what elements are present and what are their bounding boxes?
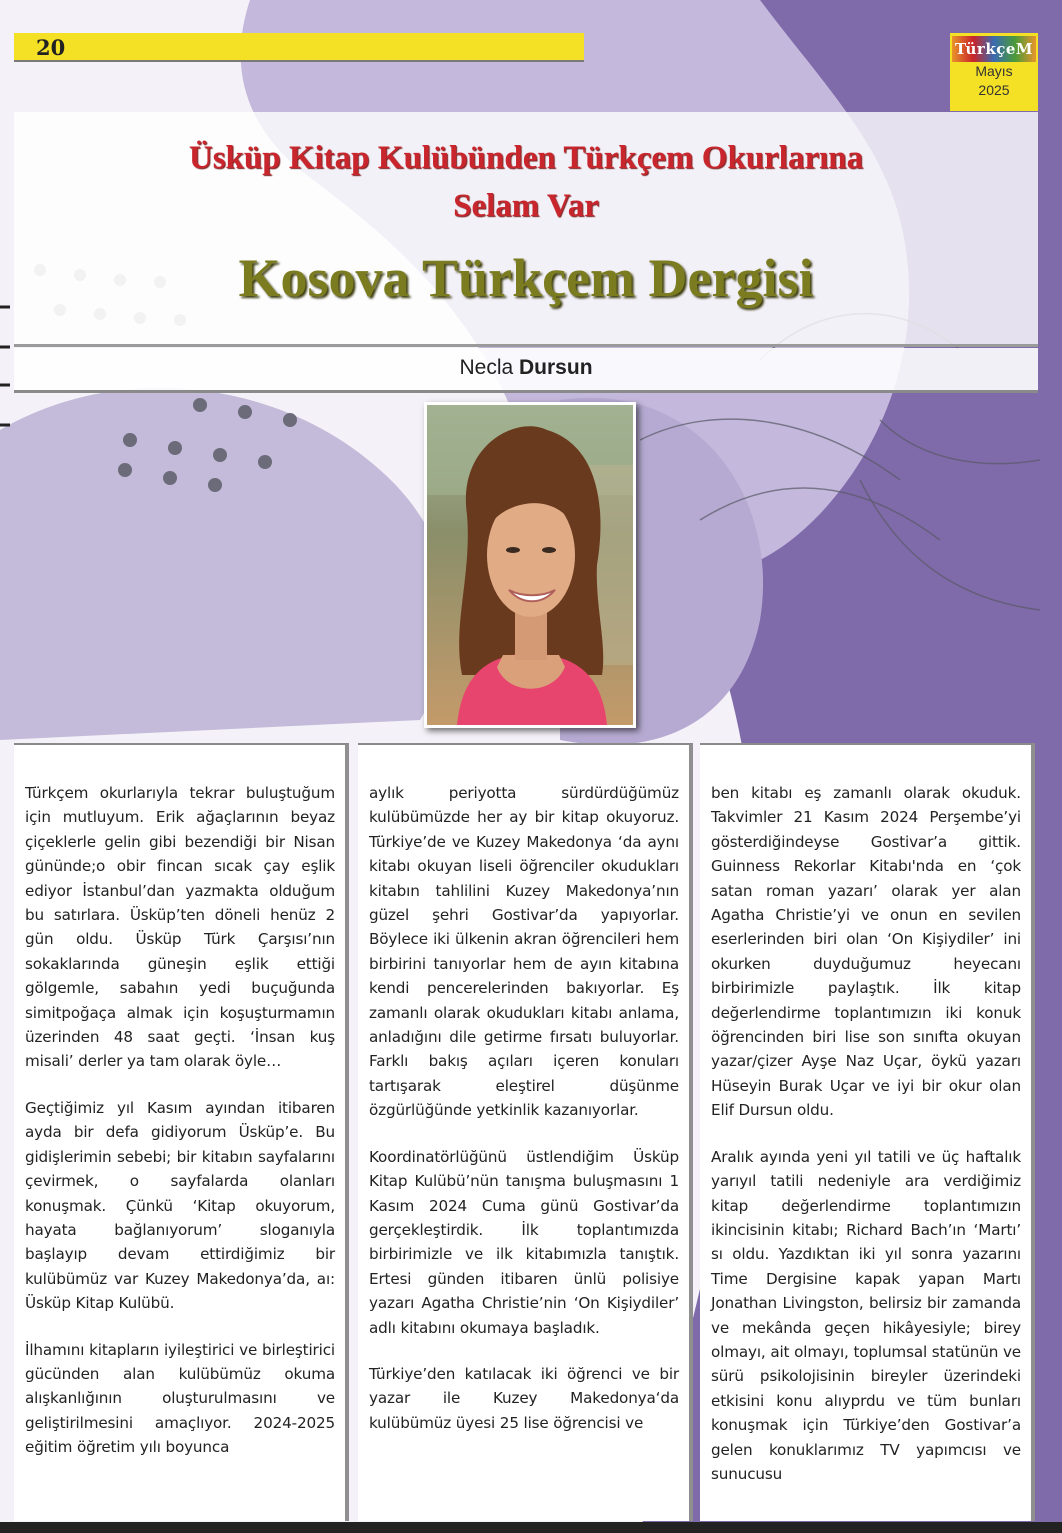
- issue-badge: [950, 33, 1038, 111]
- portrait-photo-icon: [427, 405, 633, 725]
- page-number: 20: [36, 35, 66, 60]
- magazine-logo: TürkçeM: [952, 36, 1036, 62]
- paragraph: ben kitabı eş zamanlı olarak okuduk. Takvimler 21 Kasım 2024 Perşembe’yi gösterdiğindeyse Gostivar’a gittik. Guinness Rekorlar Kitabı'nda en ‘çok satan roman yazarı’ olarak yer alan Agatha Christie’yi ve onun en sevilen eserlerinden biri olan ‘On Kişiydiler’ ini okurken duyduğumuz heyecanı birbirimizle paylaştık. İlk kitap değerlendirme toplantımızın iki konuk öğrencinden biri lise son sınıfta okuyan yazar/çizer Ayşe Naz Uçar, öykü yazarı Hüseyin Burak Uçar ve iyi bir okur olan Elif Dursun oldu.: [711, 784, 1021, 1120]
- issue-month: Mayıs: [975, 63, 1013, 79]
- article-header: [14, 112, 1038, 347]
- paragraph: Türkçem okurlarıyla tekrar buluştuğum için mutluyum. Erik ağaçlarının beyaz çiçeklerle gelin gibi bezendiği bir Nisan gününde;o obir fincan sıcak çay eşlik ediyor İstanbul’dan yazmakta olduğum bu satırlara. Üsküp’ten döneli henüz 2 gün oldu. Üsküp Türk Çarşısı’nın sokaklarında güneşin eşlik ettiği gölgemle, sabahın yedi buçuğunda simitpoğaça almak için koşuşturmamın üzerinden 48 saat geçti. ‘İnsan kuş misali’ derler ya tam olarak öyle…: [25, 784, 335, 1071]
- text-column-1: [14, 743, 349, 1521]
- paragraph: aylık periyotta sürdürdüğümüz kulübümüzde her ay bir kitap okuyoruz. Türkiye’de ve Kuzey Makedonya ‘da aynı kitabı okuyan liseli öğrenciler okudukları kitabın tahlilini Kuzey Makedonya’nın güzel şehri Gostivar’da yapıyorlar. Böylece iki ülkenin akran öğrencileri hem birbirini tanıyorlar hem de ayın kitabına kendi pencerelerinden bakıyorlar. Eş zamanlı olarak okudukları kitabı anlama, anladığını dile getirme fırsatı buluyorlar. Farklı bakış açıları içeren konuları tartışarak eleştirel düşünme özgürlüğünde yetkinlik kazanıyorlar.: [369, 784, 679, 1120]
- author-first-name: Necla: [459, 356, 514, 379]
- author-byline: [14, 348, 1038, 393]
- paragraph: Koordinatörlüğünü üstlendiğim Üsküp Kitap Kulübü’nün tanışma buluşmasını 1 Kasım 2024 Cuma günü Gostivar’da gerçekleştirdik. İlk toplantımızda birbirimizle ve ilk kitabımızla tanıştık. Ertesi günden itibaren ünlü polisiye yazarı Agatha Christie’nin ‘On Kişiydiler’ adlı kitabını okumaya başladık.: [369, 1147, 679, 1337]
- author-photo: [424, 402, 636, 728]
- article-title-line1: Üsküp Kitap Kulübünden Türkçem Okurlarına: [188, 140, 864, 176]
- issue-year: 2025: [978, 82, 1010, 98]
- author-last-name: Dursun: [519, 356, 593, 379]
- paragraph: Türkiye’den katılacak iki öğrenci ve bir yazar ile Kuzey Makedonya‘da kulübümüz üyesi 25 lise öğrencisi ve: [369, 1364, 679, 1432]
- article-title-line2: Selam Var: [453, 188, 599, 224]
- text-column-2: [358, 743, 693, 1521]
- text-column-3: [700, 743, 1035, 1521]
- paragraph: İlhamını kitapların iyileştirici ve birleştirici gücünden alan kulübümüz okuma alışkanlığının oluşturulmasını ve geliştirilmesini amaçlıyor. 2024-2025 eğitim öğretim yılı boyunca: [25, 1340, 335, 1457]
- page-number-bar: [14, 33, 584, 62]
- paragraph: Aralık ayında yeni yıl tatili ve üç haftalık yarıyıl tatili nedeniyle ara verdiğimiz kitap değerlendirme toplantımızın ikincisinin kitabı; Richard Bach’ın ‘Martı’ sı oldu. Yazdıktan iki yıl sonra yazarını Time Dergisine kapak yapan Martı Jonathan Livingston, belirsiz bir zamanda ve mekânda geçen hikâyesiyle; birey olmayı, ait olmayı, toplumsal statünün ve sürü psikolojisinin bireyler üzerindeki etkisini konu alıyprdu ve tüm bunları konuşmak için Türkiye’den Gostivar’a gelen konuklarımız TV yapımcısı ve sunucusu: [711, 1147, 1021, 1483]
- magazine-title: Kosova Türkçem Dergisi: [238, 248, 814, 308]
- paragraph: Geçtiğimiz yıl Kasım ayından itibaren ayda bir defa gidiyorum Üsküp’e. Bu gidişlerimin sebebi; bir kitabın sayfalarını çevirmek, o sayfalarda olanları konuşmak. Çünkü ‘Kitap okuyorum, hayata bağlanıyorum’ sloganıyla başlayıp devam ettirdiğimiz bir kulübümüz var Kuzey Makedonya’da, aı: Üsküp Kitap Kulübü.: [25, 1098, 335, 1313]
